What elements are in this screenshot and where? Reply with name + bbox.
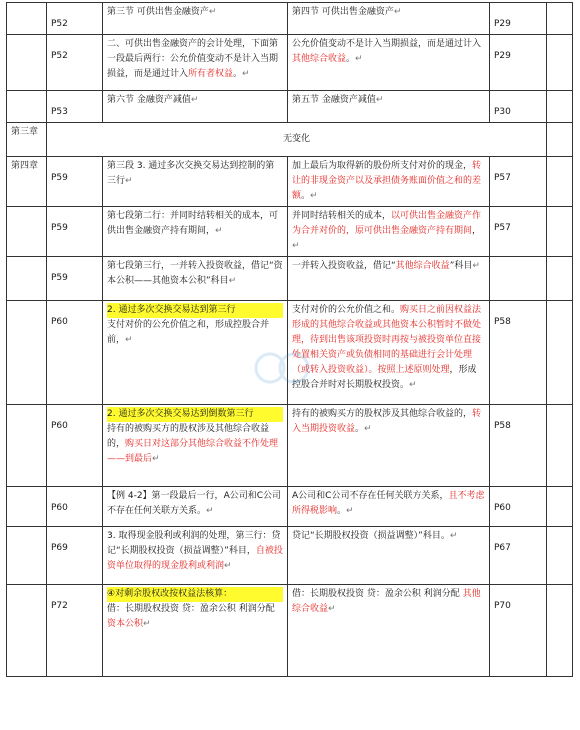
cell-text: 加上最后为取得新的股份所支付对价的现金，: [292, 161, 473, 171]
changed-text: 购买日对这部分其他综合收益不作处理——到最后: [107, 439, 279, 464]
original-text: [103, 257, 288, 301]
original-text: [103, 405, 288, 487]
changed-text: 转让的非现金资产以及承担债务账面价值之和的差额: [292, 161, 482, 201]
table-row: [7, 35, 573, 91]
page-number: P52: [51, 51, 68, 61]
blank-cell: [547, 487, 573, 527]
original-text: [103, 487, 288, 527]
changed-text: 其他综合收益: [292, 589, 481, 614]
cell-text: ，形成控股合并时对长期股权投资。: [292, 365, 477, 390]
return-mark: ↵: [393, 7, 402, 17]
original-page: [47, 585, 103, 677]
table-row: [7, 123, 573, 157]
page-number: P60: [51, 503, 68, 513]
cell-text: 支付对价的公允价值之和。: [292, 305, 401, 315]
return-mark: ↵: [472, 261, 480, 271]
return-mark: ↵: [346, 506, 354, 516]
original-page: [47, 91, 103, 123]
cell-text: 贷：盈余公积: [364, 589, 421, 599]
revised-text: [288, 91, 490, 123]
return-mark: ↵: [143, 619, 151, 629]
return-mark: ↵: [125, 176, 133, 186]
chapter-label: 第三章: [11, 127, 39, 137]
cell-text: 【例 4-2】第一段最后一行，: [107, 491, 224, 501]
return-mark: ↵: [449, 531, 458, 541]
cell-text: 借：长期股权投资: [107, 604, 180, 614]
cell-text: ”科目: [449, 261, 473, 271]
highlighted-text: ④对剩余股权改按权益法核算：: [107, 587, 283, 602]
revised-text: [288, 487, 490, 527]
chapter-cell: [7, 405, 47, 487]
original-text: [103, 527, 288, 585]
page-number: P57: [494, 173, 511, 183]
page-number: P60: [51, 421, 68, 431]
chapter-cell: [7, 585, 47, 677]
page-number: P29: [494, 19, 511, 29]
table-row: [7, 301, 573, 405]
return-mark: ↵: [206, 506, 214, 516]
cell-text: 公允价值变动不是计入当期损益，而是通过计入: [292, 39, 482, 49]
original-page: [47, 157, 103, 207]
return-mark: ↵: [224, 561, 232, 571]
cell-text: 一并转入投资收益，借记“: [292, 261, 396, 271]
return-mark: ↵: [242, 69, 250, 79]
cell-text: 并同时结转相关的成本，: [292, 211, 392, 221]
changed-text: 购买日之前因权益法形成的其他综合收益或其他资本公积暂时不做处理，待到出售该项投资时再按与被投资单位直接处置相关资产或负债相同的基础进行会计处理（或转入投资收益）。按照上述原则处理: [292, 305, 482, 375]
table-row: [7, 585, 573, 677]
page-number: P59: [51, 223, 68, 233]
page-number: P72: [51, 601, 68, 611]
page-number: P70: [494, 601, 511, 611]
cell-text: 利润分配: [420, 589, 460, 599]
original-page: [47, 3, 103, 35]
revised-text: [288, 3, 490, 35]
page-number: P30: [494, 107, 511, 117]
chapter-cell: [7, 3, 47, 35]
page-number: P29: [494, 51, 511, 61]
cell-text: 借：长期股权投资: [292, 589, 365, 599]
chapter-label: 第四章: [11, 161, 39, 171]
cell-text: 持有的被购买方的股权涉及其他综合收益的，: [107, 424, 270, 449]
return-mark: ↵: [125, 335, 133, 345]
cell-text: 第四节 可供出售金融资产: [292, 7, 394, 17]
blank-cell: [547, 123, 573, 157]
changed-text: 自被投资单位取得的现金股利或利润: [107, 546, 283, 571]
chapter-cell: [7, 257, 47, 301]
return-mark: ↵: [228, 276, 237, 286]
cell-text: A公司和C公司不存在任何关联方关系。: [107, 491, 282, 516]
original-page: [47, 301, 103, 405]
blank-cell: [547, 91, 573, 123]
revised-page: [490, 3, 547, 35]
return-mark: ↵: [152, 454, 160, 464]
page-number: P52: [51, 19, 68, 29]
return-mark: ↵: [328, 604, 336, 614]
changed-text: 以可供出售金融资产作为合并对价的，原可供出售金融资产持有期间: [292, 211, 482, 236]
cell-text: 。: [337, 506, 347, 516]
blank-cell: [547, 301, 573, 405]
original-text: [103, 585, 288, 677]
chapter-cell: [7, 35, 47, 91]
blank-cell: [547, 527, 573, 585]
original-text: [103, 91, 288, 123]
changed-text: 所有者权益: [188, 69, 234, 79]
table-row: [7, 157, 573, 207]
changed-text: 其他综合收益: [395, 261, 450, 271]
revised-text: [288, 35, 490, 91]
highlighted-text: 2. 通过多次交换交易达到倒数第三行: [107, 407, 283, 422]
original-page: [47, 207, 103, 257]
revised-text: [288, 405, 490, 487]
cell-text: 贷记“长期股权投资（损益调整）”科目，: [107, 531, 281, 556]
revised-page: [490, 157, 547, 207]
page-number: P58: [494, 317, 511, 327]
changed-text: 转入当期投资收益: [292, 409, 482, 434]
original-page: [47, 487, 103, 527]
original-page: [47, 527, 103, 585]
chapter-cell: [7, 301, 47, 405]
cell-text: 第六节 金融资产减值: [107, 95, 191, 105]
page-number: P57: [494, 223, 511, 233]
cell-text: 第七段第二行：: [107, 211, 171, 221]
no-change-text: 无变化: [282, 134, 310, 144]
original-text: [103, 207, 288, 257]
changed-text: 且不考虑所得税影响: [292, 491, 485, 516]
return-mark: ↵: [375, 95, 384, 105]
table-row: [7, 91, 573, 123]
cell-text: 第七段第三行，: [107, 261, 171, 271]
original-page: [47, 257, 103, 301]
revised-text: [288, 301, 490, 405]
blank-cell: [547, 157, 573, 207]
cell-text: 。: [355, 424, 365, 434]
cell-text: 贷：盈余公积: [179, 604, 236, 614]
table-row: [7, 527, 573, 585]
cell-text: 第三节 可供出售金融资产: [107, 7, 209, 17]
cell-text: 一并转入投资收益，借记“资本公积——其他资本公积”科目: [107, 261, 283, 286]
revised-text: [288, 585, 490, 677]
table-row: [7, 487, 573, 527]
revised-page: [490, 91, 547, 123]
blank-cell: [547, 405, 573, 487]
original-text: [103, 3, 288, 35]
blank-cell: [547, 585, 573, 677]
chapter-cell: [7, 123, 47, 157]
cell-text: 利润分配: [235, 604, 275, 614]
blank-cell: [547, 257, 573, 301]
blank-cell: [547, 35, 573, 91]
page-number: P60: [51, 317, 68, 327]
no-change-cell: [47, 123, 547, 157]
cell-text: 二、可供出售金融资产的会计处理，下面第一段最后两行：: [107, 39, 279, 64]
page-number: P59: [51, 173, 68, 183]
revised-text: [288, 527, 490, 585]
return-mark: ↵: [355, 54, 363, 64]
cell-text: 第三段 3. 通过多次交换交易达到控制的第三行: [107, 161, 275, 186]
return-mark: ↵: [364, 424, 372, 434]
table-row: [7, 405, 573, 487]
cell-text: 。: [301, 191, 311, 201]
blank-cell: [547, 3, 573, 35]
table-row: [7, 257, 573, 301]
return-mark: ↵: [190, 95, 199, 105]
return-mark: ↵: [409, 380, 417, 390]
return-mark: ↵: [310, 191, 318, 201]
chapter-cell: [7, 207, 47, 257]
revised-page: [490, 301, 547, 405]
original-page: [47, 405, 103, 487]
revised-page: [490, 257, 547, 301]
page-number: P60: [494, 503, 511, 513]
cell-text: ，: [472, 226, 482, 236]
cell-text: 3. 取得现金股利或利润的处理，第三行：: [107, 531, 272, 541]
cell-text: 公允价值变动不是计入当期损益，而是通过计入: [107, 54, 279, 79]
revised-text: [288, 157, 490, 207]
page-number: P59: [51, 273, 68, 283]
cell-text: 并同时结转相关的成本，可供出售金融资产持有期间，: [107, 211, 279, 236]
cell-text: 持有的被购买方的股权涉及其他综合收益的，: [292, 409, 473, 419]
revised-page: [490, 207, 547, 257]
return-mark: ↵: [215, 226, 223, 236]
original-text: [103, 35, 288, 91]
return-mark: ↵: [292, 241, 300, 251]
page-number: P53: [51, 107, 68, 117]
chapter-cell: [7, 527, 47, 585]
revised-text: [288, 207, 490, 257]
page-number: P69: [51, 543, 68, 553]
return-mark: ↵: [208, 7, 217, 17]
page-number: P58: [494, 421, 511, 431]
highlighted-text: 2. 通过多次交换交易达到第三行: [107, 303, 283, 318]
cell-text: 支付对价的公允价值之和，形成控股合并前，: [107, 320, 270, 345]
chapter-cell: [7, 487, 47, 527]
original-text: [103, 157, 288, 207]
changed-text: 其他综合收益: [292, 54, 347, 64]
table-row: [7, 207, 573, 257]
blank-cell: [547, 207, 573, 257]
cell-text: 贷记“长期股权投资（损益调整）”科目。: [292, 531, 450, 541]
revised-page: [490, 527, 547, 585]
changed-text: 资本公积: [107, 619, 144, 629]
page-number: P67: [494, 543, 511, 553]
cell-text: 。: [233, 69, 243, 79]
revised-page: [490, 405, 547, 487]
revised-page: [490, 487, 547, 527]
cell-text: 。: [346, 54, 356, 64]
revised-page: [490, 35, 547, 91]
chapter-cell: [7, 157, 47, 207]
cell-text: 第五节 金融资产减值: [292, 95, 376, 105]
errata-table: [6, 2, 573, 677]
original-page: [47, 35, 103, 91]
table-row: [7, 3, 573, 35]
revised-text: [288, 257, 490, 301]
original-text: [103, 301, 288, 405]
chapter-cell: [7, 91, 47, 123]
revised-page: [490, 585, 547, 677]
cell-text: A公司和C公司不存在任何关联方关系，: [292, 491, 449, 501]
